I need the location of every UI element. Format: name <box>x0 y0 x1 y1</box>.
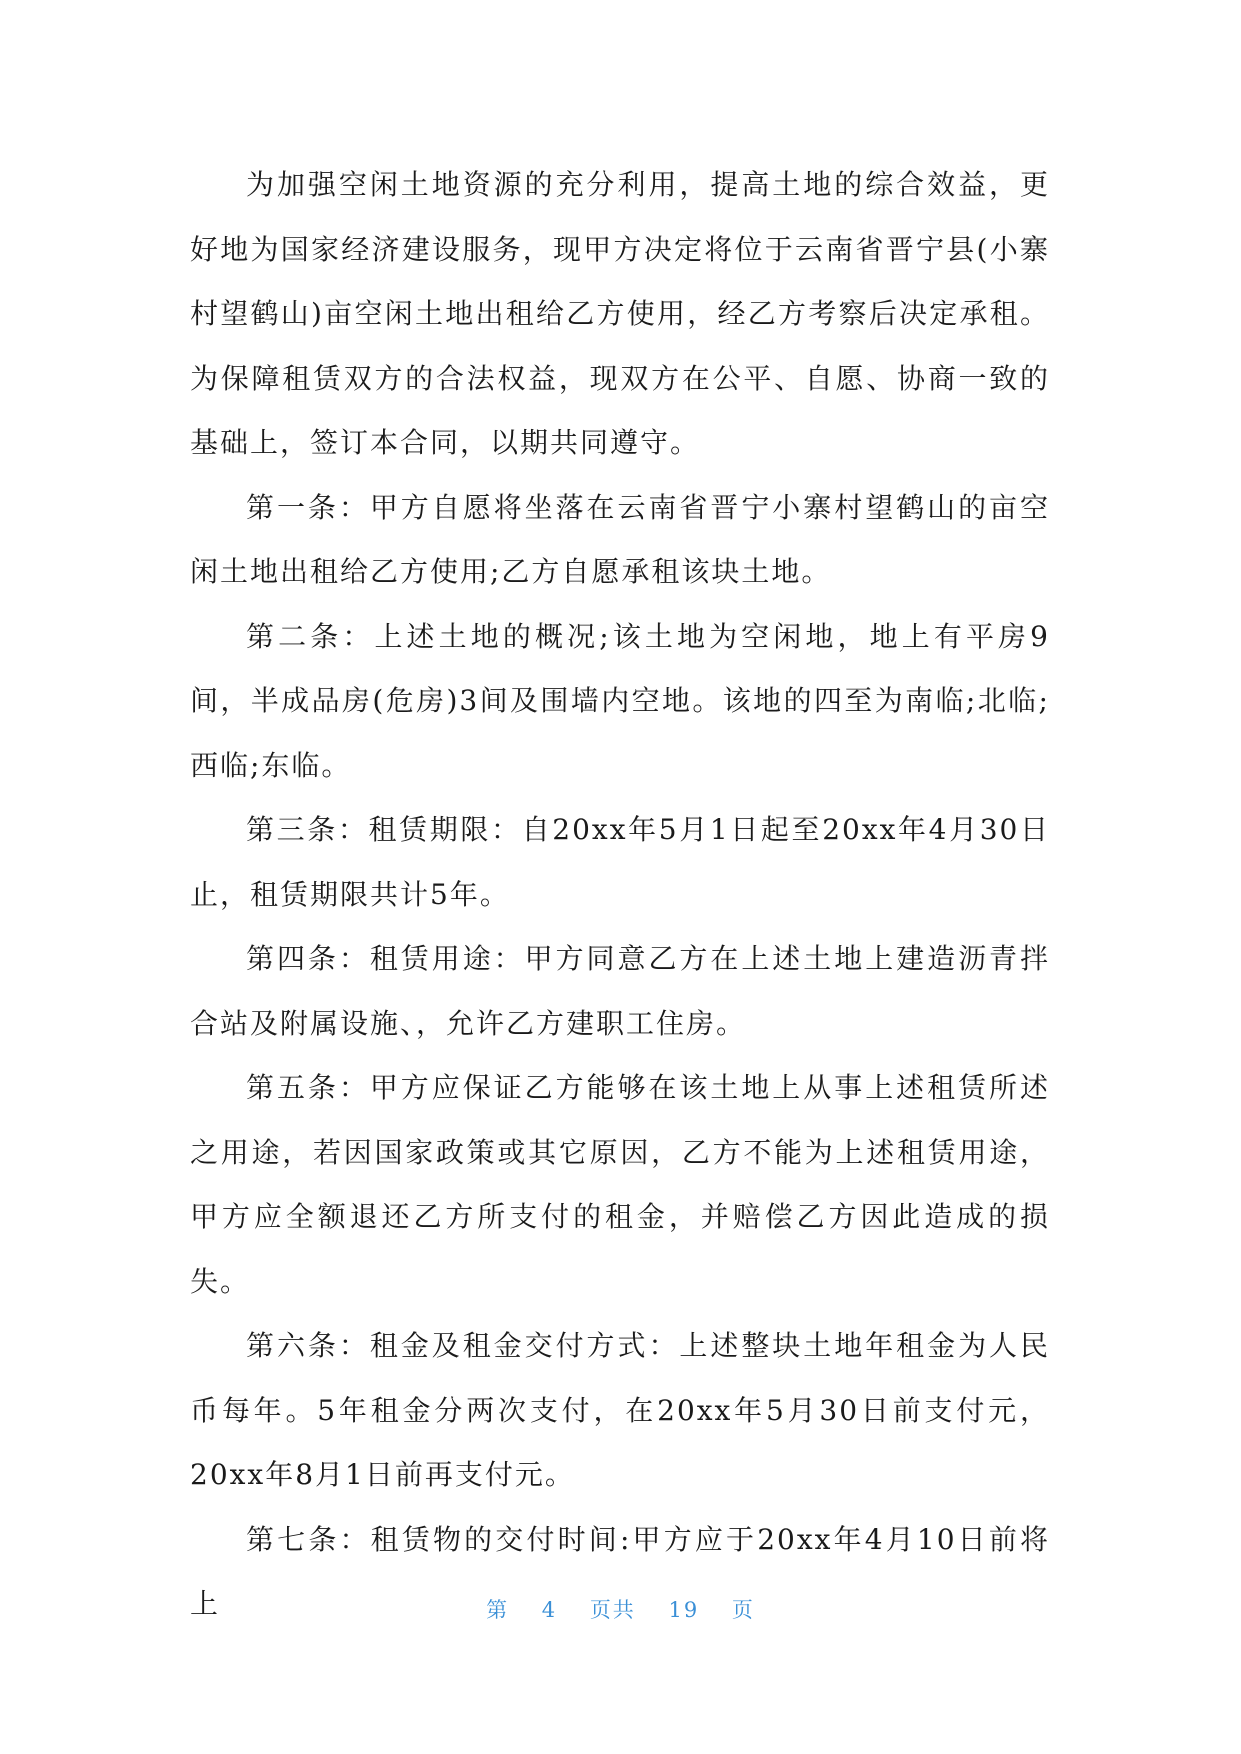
footer-prefix: 第 <box>486 1598 510 1622</box>
paragraph-article-2: 第二条：上述土地的概况;该土地为空闲地，地上有平房9间，半成品房(危房)3间及围墙内空地。该地的四至为南临;北临;西临;东临。 <box>190 619 1050 782</box>
paragraph-article-1: 第一条：甲方自愿将坐落在云南省晋宁小寨村望鹤山的亩空闲土地出租给乙方使用;乙方自愿承租该块土地。 <box>190 490 1050 588</box>
page-footer <box>0 1594 1241 1624</box>
footer-current-page: 4 <box>541 1598 558 1622</box>
footer-suffix: 页 <box>731 1598 755 1622</box>
paragraph-article-5: 第五条：甲方应保证乙方能够在该土地上从事上述租赁所述之用途，若因国家政策或其它原因，乙方不能为上述租赁用途，甲方应全额退还乙方所支付的租金，并赔偿乙方因此造成的损失。 <box>190 1071 1050 1298</box>
paragraph-article-3: 第三条：租赁期限：自20xx年5月1日起至20xx年4月30日止，租赁期限共计5年。 <box>190 813 1050 911</box>
paragraph-article-4: 第四条：租赁用途：甲方同意乙方在上述土地上建造沥青拌合站及附属设施、，允许乙方建职工住房。 <box>190 942 1050 1040</box>
footer-total-pages: 19 <box>668 1598 700 1622</box>
paragraph-article-7: 第七条：租赁物的交付时间:甲方应于20xx年4月10日前将上 <box>190 1522 1050 1620</box>
paragraph-intro: 为加强空闲土地资源的充分利用，提高土地的综合效益，更好地为国家经济建设服务，现甲方决定将位于云南省晋宁县(小寨村望鹤山)亩空闲土地出租给乙方使用，经乙方考察后决定承租。为保障租赁双方的合法权益，现双方在公平、自愿、协商一致的基础上，签订本合同，以期共同遵守。 <box>190 168 1050 459</box>
paragraph-article-6: 第六条：租金及租金交付方式：上述整块土地年租金为人民币每年。5年租金分两次支付，在20xx年5月30日前支付元，20xx年8月1日前再支付元。 <box>190 1329 1050 1491</box>
footer-middle: 页共 <box>589 1598 636 1622</box>
